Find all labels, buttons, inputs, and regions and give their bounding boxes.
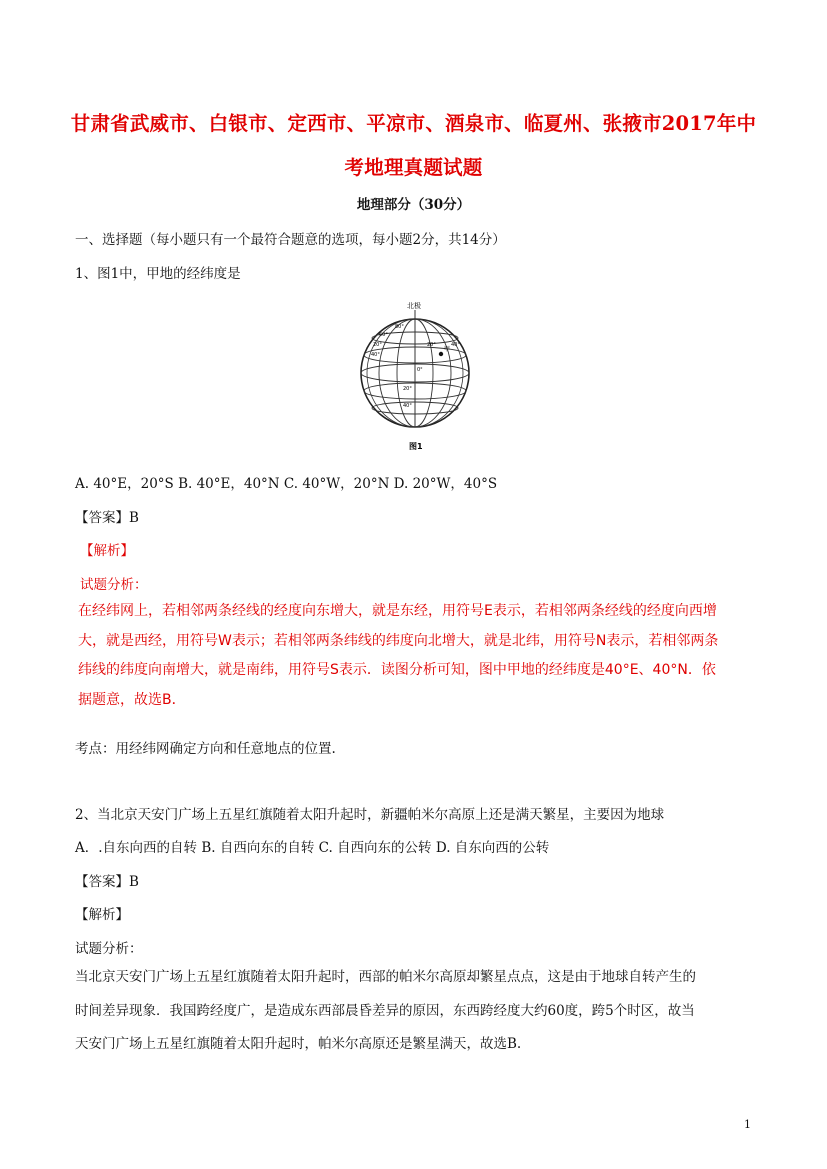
q1-analysis-line: 纬线的纬度向南增大，就是南纬，用符号S表示．读图分析可知，图中甲地的经纬度是40°E、40°N．依 [78,662,716,678]
q2-stem: 2、当北京天安门广场上五星红旗随着太阳升起时，新疆帕米尔高原上还是满天繁星，主要因为地球 [75,807,665,823]
q1-analysis-line: 大，就是西经，用符号W表示；若相邻两条纬线的纬度向北增大，就是北纬，用符号N表示，若相邻两条 [78,632,719,649]
deg-label: 20° [403,386,412,392]
deg-label: 40° [371,352,380,358]
page-number: 1 [744,1118,751,1131]
q1-analysis-line: 在经纬网上，若相邻两条经线的经度向东增大，就是东经，用符号E表示，若相邻两条经线的经度向西增 [78,603,717,619]
deg-label: 40° [451,342,460,348]
subtitle: 地理部分（30分） [356,197,471,213]
q2-analysis-sub: 试题分析： [75,941,143,957]
point-jia-label: 甲 [444,346,451,353]
q2-analysis-line: 时间差异现象．我国跨经度广，是造成东西部晨昏差异的原因，东西跨经度大约60度，跨5个时区，故当 [75,1002,695,1019]
globe-figure [355,298,475,453]
figure-caption: 图1 [409,442,423,451]
section-heading: 一、选择题（每小题只有一个最符合题意的选项，每小题2分，共14分） [75,232,506,248]
q2-options: A．.自东向西的自转 B. 自西向东的自转 C. 自西向东的公转 D. 自东向西的公转 [75,840,550,856]
deg-label: 20° [427,342,436,348]
title-line-1: 甘肃省武威市、白银市、定西市、平凉市、酒泉市、临夏州、张掖市2017年中 [70,112,757,135]
q2-analysis-text [75,961,755,1062]
q2-analysis-line: 当北京天安门广场上五星红旗随着太阳升起时，西部的帕米尔高原却繁星点点，这是由于地球自转产生的 [75,969,696,985]
q1-point: 考点：用经纬网确定方向和任意地点的位置. [75,741,336,757]
title-line-2: 考地理真题试题 [344,156,483,179]
q2-answer: 【答案】B [75,874,139,890]
q1-analysis-label: 【解析】 [80,543,134,559]
deg-label: 20° [373,342,382,348]
q2-analysis-label: 【解析】 [75,907,129,923]
deg-label: 40° [403,403,412,409]
q1-options: A. 40°E，20°S B. 40°E，40°N C. 40°W，20°N D. 20°W，40°S [75,476,498,492]
globe-svg [355,298,475,453]
q1-analysis-sub: 试题分析： [80,577,148,593]
q1-analysis-line: 据题意，故选B． [78,691,186,708]
q1-analysis-text [78,597,758,715]
north-pole-label: 北极 [407,302,421,310]
q2-analysis-line: 天安门广场上五星红旗随着太阳升起时，帕米尔高原还是繁星满天，故选B. [75,1036,522,1052]
q1-answer: 【答案】B [75,510,139,526]
deg-label: 80° [395,324,404,330]
deg-label: 60° [379,332,388,338]
point-jia-marker [439,352,443,356]
q1-stem: 1、图1中，甲地的经纬度是 [75,266,241,282]
deg-label: 0° [417,367,423,373]
